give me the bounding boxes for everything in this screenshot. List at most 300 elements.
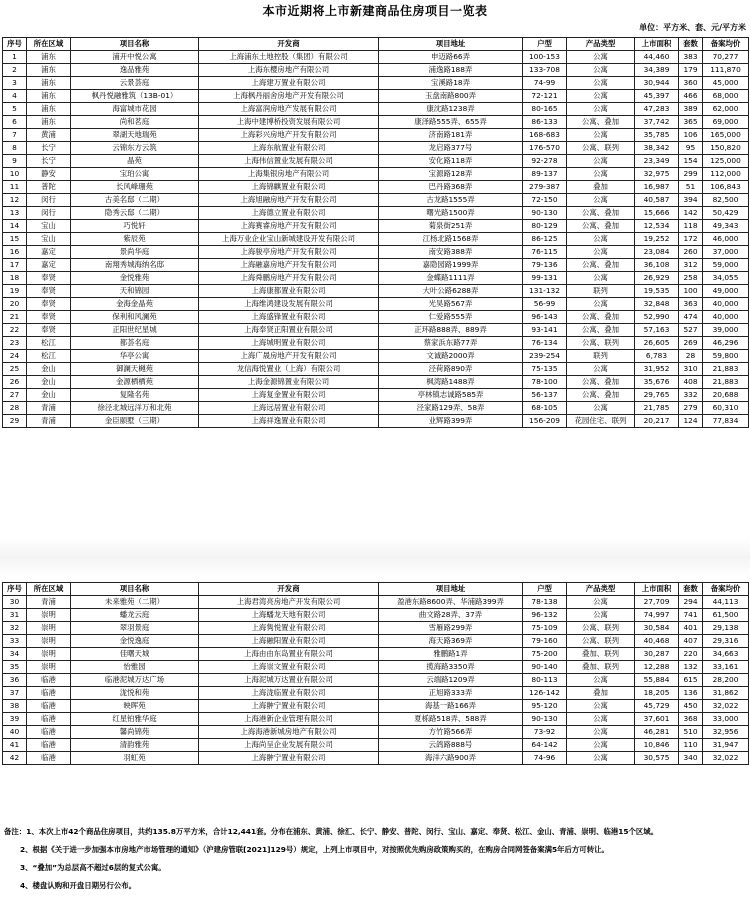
cell-units: 332 [679, 389, 703, 402]
page-gap [0, 538, 750, 576]
cell-unit-type: 93-141 [523, 324, 567, 337]
cell-area: 19,252 [635, 233, 679, 246]
cell-units: 154 [679, 155, 703, 168]
table-header-row [3, 583, 749, 596]
cell-district: 临港 [27, 739, 71, 752]
cell-district: 临港 [27, 674, 71, 687]
cell-address: 云鸽路888号 [379, 739, 523, 752]
cell-project-name: 尚和茗庭 [71, 116, 199, 129]
cell-units: 260 [679, 246, 703, 259]
cell-project-name: 清韵雅苑 [71, 739, 199, 752]
cell-avg-price: 37,000 [703, 246, 749, 259]
cell-developer: 上海融阳置业有限公司 [199, 635, 379, 648]
cell-project-name: 金源栖栖苑 [71, 376, 199, 389]
cell-seq: 32 [3, 622, 27, 635]
cell-product-type: 公寓、叠加 [567, 389, 635, 402]
table-row [3, 77, 749, 90]
cell-seq: 27 [3, 389, 27, 402]
table-row [3, 272, 749, 285]
cell-seq: 9 [3, 155, 27, 168]
cell-unit-type: 75-200 [523, 648, 567, 661]
remarks [4, 826, 746, 898]
cell-avg-price: 112,000 [703, 168, 749, 181]
cell-unit-type: 96-143 [523, 311, 567, 324]
cell-seq: 13 [3, 207, 27, 220]
cell-units: 389 [679, 103, 703, 116]
cell-seq: 41 [3, 739, 27, 752]
cell-address: 文诚路2000弄 [379, 350, 523, 363]
cell-district: 临港 [27, 752, 71, 765]
cell-product-type: 公寓 [567, 674, 635, 687]
cell-area: 32,848 [635, 298, 679, 311]
table-row [3, 376, 749, 389]
cell-address: 宝源路128弄 [379, 168, 523, 181]
cell-unit-type: 90-140 [523, 661, 567, 674]
table-row [3, 337, 749, 350]
header-district: 所在区域 [27, 38, 71, 51]
cell-developer: 上海德立置业有限公司 [199, 207, 379, 220]
cell-unit-type: 80-129 [523, 220, 567, 233]
cell-project-name: 临港泥城万达广场 [71, 674, 199, 687]
cell-project-name: 怡雅园 [71, 661, 199, 674]
cell-address: 宝溪路18弄 [379, 77, 523, 90]
cell-area: 35,785 [635, 129, 679, 142]
cell-product-type: 公寓 [567, 155, 635, 168]
remark-2: 2、根据《关于进一步加强本市房地产市场管理的通知》（沪建房管联[2021]129号）规定，上列上市项目中，对按照优先购房政策购买的，在购房合同网签备案满5年后方可转让。 [20, 845, 609, 854]
cell-seq: 19 [3, 285, 27, 298]
table-row [3, 635, 749, 648]
table-row [3, 752, 749, 765]
cell-project-name: 翠湖天地瑞苑 [71, 129, 199, 142]
cell-developer: 上海骏亭房地产开发有限公司 [199, 246, 379, 259]
cell-seq: 22 [3, 324, 27, 337]
cell-address: 枫湾路1488弄 [379, 376, 523, 389]
cell-seq: 8 [3, 142, 27, 155]
cell-address: 江杨北路1568弄 [379, 233, 523, 246]
cell-product-type: 公寓 [567, 363, 635, 376]
cell-seq: 1 [3, 51, 27, 64]
cell-area: 55,884 [635, 674, 679, 687]
cell-project-name: 紫辰苑 [71, 233, 199, 246]
cell-district: 奉贤 [27, 298, 71, 311]
remark-1: 备注：1、本次上市42个商品住房项目，共约135.8万平方米，合计12,441套。分布在浦东、黄浦、徐汇、长宁、静安、普陀、闵行、宝山、嘉定、奉贤、松江、金山、青浦、崇明、临港15个区域。 [4, 827, 659, 836]
cell-project-name: 隐秀云邸（二期） [71, 207, 199, 220]
cell-product-type: 公寓 [567, 298, 635, 311]
cell-product-type: 公寓 [567, 700, 635, 713]
cell-area: 6,783 [635, 350, 679, 363]
cell-area: 34,389 [635, 64, 679, 77]
cell-developer: 上海港新企业管理有限公司 [199, 713, 379, 726]
cell-product-type: 叠加 [567, 687, 635, 700]
cell-seq: 36 [3, 674, 27, 687]
cell-seq: 7 [3, 129, 27, 142]
cell-developer: 上海隽悦置业有限公司 [199, 622, 379, 635]
cell-unit-type: 279-387 [523, 181, 567, 194]
cell-district: 临港 [27, 700, 71, 713]
cell-district: 青浦 [27, 402, 71, 415]
cell-area: 29,765 [635, 389, 679, 402]
cell-units: 51 [679, 181, 703, 194]
cell-seq: 33 [3, 635, 27, 648]
table-row [3, 207, 749, 220]
cell-units: 142 [679, 207, 703, 220]
table-row [3, 142, 749, 155]
cell-address: 雅鹏路1弄 [379, 648, 523, 661]
cell-developer: 上海彩兴房地产开发有限公司 [199, 129, 379, 142]
cell-product-type: 公寓 [567, 726, 635, 739]
cell-district: 奉贤 [27, 285, 71, 298]
cell-units: 615 [679, 674, 703, 687]
cell-product-type: 公寓 [567, 233, 635, 246]
cell-units: 269 [679, 337, 703, 350]
cell-units: 368 [679, 713, 703, 726]
cell-seq: 3 [3, 77, 27, 90]
project-table-part-1 [2, 37, 749, 428]
cell-address: 海天路369弄 [379, 635, 523, 648]
cell-project-name: 宝珀公寓 [71, 168, 199, 181]
cell-unit-type: 76-115 [523, 246, 567, 259]
cell-district: 临港 [27, 687, 71, 700]
cell-address: 盈港东路8600弄、华浦路399弄 [379, 596, 523, 609]
table-row [3, 116, 749, 129]
cell-project-name: 南翔秀城海纳名邸 [71, 259, 199, 272]
table-row [3, 311, 749, 324]
cell-product-type: 公寓 [567, 246, 635, 259]
cell-seq: 25 [3, 363, 27, 376]
cell-district: 松江 [27, 350, 71, 363]
cell-product-type: 公寓 [567, 64, 635, 77]
cell-units: 124 [679, 415, 703, 428]
cell-area: 30,944 [635, 77, 679, 90]
cell-avg-price: 49,000 [703, 285, 749, 298]
cell-units: 220 [679, 648, 703, 661]
cell-area: 47,283 [635, 103, 679, 116]
cell-area: 27,709 [635, 596, 679, 609]
cell-product-type: 联列 [567, 285, 635, 298]
cell-unit-type: 96-132 [523, 609, 567, 622]
cell-product-type: 公寓、联列 [567, 142, 635, 155]
header-units: 套数 [679, 583, 703, 596]
cell-unit-type: 56-137 [523, 389, 567, 402]
cell-units: 401 [679, 622, 703, 635]
cell-product-type: 公寓 [567, 272, 635, 285]
table-row [3, 415, 749, 428]
cell-seq: 39 [3, 713, 27, 726]
cell-product-type: 公寓、叠加 [567, 207, 635, 220]
cell-unit-type: 80-165 [523, 103, 567, 116]
cell-area: 40,468 [635, 635, 679, 648]
cell-district: 金山 [27, 363, 71, 376]
cell-product-type: 联列 [567, 350, 635, 363]
cell-district: 嘉定 [27, 259, 71, 272]
cell-project-name: 浦开中悦公寓 [71, 51, 199, 64]
header-address: 项目地址 [379, 38, 523, 51]
cell-unit-type: 131-132 [523, 285, 567, 298]
cell-address: 菊泉街251弄 [379, 220, 523, 233]
cell-product-type: 公寓、叠加 [567, 259, 635, 272]
cell-product-type: 公寓、叠加 [567, 376, 635, 389]
cell-product-type: 公寓 [567, 90, 635, 103]
cell-district: 长宁 [27, 142, 71, 155]
cell-developer: 上海东樱房地产有限公司 [199, 64, 379, 77]
cell-project-name: 景尚华庭 [71, 246, 199, 259]
cell-unit-type: 100-153 [523, 51, 567, 64]
cell-unit-type: 72-150 [523, 194, 567, 207]
header-avg-price: 备案均价 [703, 583, 749, 596]
cell-product-type: 公寓 [567, 402, 635, 415]
cell-seq: 24 [3, 350, 27, 363]
cell-avg-price: 31,862 [703, 687, 749, 700]
cell-area: 23,084 [635, 246, 679, 259]
cell-district: 浦东 [27, 90, 71, 103]
cell-avg-price: 21,883 [703, 363, 749, 376]
cell-seq: 42 [3, 752, 27, 765]
cell-project-name: 都荟名庭 [71, 337, 199, 350]
cell-product-type: 公寓、叠加 [567, 116, 635, 129]
cell-avg-price: 59,000 [703, 259, 749, 272]
cell-address: 海基一路166弄 [379, 700, 523, 713]
cell-developer: 上海富润房地产发展有限公司 [199, 103, 379, 116]
cell-seq: 4 [3, 90, 27, 103]
cell-area: 74,997 [635, 609, 679, 622]
cell-avg-price: 34,663 [703, 648, 749, 661]
cell-developer: 上海祥逸置业有限公司 [199, 415, 379, 428]
cell-area: 37,601 [635, 713, 679, 726]
cell-developer: 上海君湾亮房地产开发有限公司 [199, 596, 379, 609]
cell-seq: 14 [3, 220, 27, 233]
cell-seq: 2 [3, 64, 27, 77]
cell-unit-type: 176-570 [523, 142, 567, 155]
cell-seq: 16 [3, 246, 27, 259]
header-unit-type: 户型 [523, 38, 567, 51]
cell-developer: 上海浦东土地控股（集团）有限公司 [199, 51, 379, 64]
cell-avg-price: 61,500 [703, 609, 749, 622]
cell-district: 长宁 [27, 155, 71, 168]
cell-area: 38,342 [635, 142, 679, 155]
cell-units: 408 [679, 376, 703, 389]
cell-units: 258 [679, 272, 703, 285]
cell-units: 110 [679, 739, 703, 752]
cell-district: 崇明 [27, 661, 71, 674]
cell-product-type: 公寓 [567, 609, 635, 622]
cell-developer: 上海中建博桥投资发展有限公司 [199, 116, 379, 129]
header-avg-price: 备案均价 [703, 38, 749, 51]
cell-seq: 37 [3, 687, 27, 700]
cell-address: 安化路118弄 [379, 155, 523, 168]
cell-project-name: 金悦逸庭 [71, 635, 199, 648]
cell-product-type: 公寓、叠加 [567, 324, 635, 337]
table-row [3, 363, 749, 376]
table-row [3, 622, 749, 635]
cell-seq: 18 [3, 272, 27, 285]
cell-avg-price: 32,956 [703, 726, 749, 739]
cell-unit-type: 86-133 [523, 116, 567, 129]
table-row [3, 687, 749, 700]
cell-developer: 上海维鸿建设发展有限公司 [199, 298, 379, 311]
cell-unit-type: 239-254 [523, 350, 567, 363]
cell-seq: 10 [3, 168, 27, 181]
cell-product-type: 花园住宅、联列 [567, 415, 635, 428]
cell-area: 46,281 [635, 726, 679, 739]
cell-unit-type: 99-131 [523, 272, 567, 285]
cell-developer: 上海舜鹏房地产开发有限公司 [199, 272, 379, 285]
cell-seq: 5 [3, 103, 27, 116]
table-row [3, 350, 749, 363]
cell-address: 大叶公路6288弄 [379, 285, 523, 298]
cell-units: 95 [679, 142, 703, 155]
cell-address: 申迈路66弄 [379, 51, 523, 64]
header-project-name: 项目名称 [71, 38, 199, 51]
cell-address: 正环路888弄、889弄 [379, 324, 523, 337]
cell-avg-price: 50,429 [703, 207, 749, 220]
cell-seq: 21 [3, 311, 27, 324]
table-row [3, 609, 749, 622]
cell-area: 36,108 [635, 259, 679, 272]
table-header-row [3, 38, 749, 51]
cell-avg-price: 111,870 [703, 64, 749, 77]
cell-project-name: 古美名邸（二期） [71, 194, 199, 207]
cell-unit-type: 126-142 [523, 687, 567, 700]
cell-units: 394 [679, 194, 703, 207]
table-row [3, 739, 749, 752]
cell-product-type: 公寓 [567, 739, 635, 752]
cell-seq: 31 [3, 609, 27, 622]
cell-area: 18,205 [635, 687, 679, 700]
header-area: 上市面积 [635, 583, 679, 596]
cell-developer: 上海崇文置业有限公司 [199, 661, 379, 674]
cell-district: 嘉定 [27, 246, 71, 259]
cell-district: 崇明 [27, 648, 71, 661]
cell-units: 28 [679, 350, 703, 363]
cell-address: 蔡家浜东路77弄 [379, 337, 523, 350]
cell-seq: 40 [3, 726, 27, 739]
cell-avg-price: 29,316 [703, 635, 749, 648]
cell-developer: 上海城明置业有限公司 [199, 337, 379, 350]
cell-address: 业辉路399弄 [379, 415, 523, 428]
cell-seq: 38 [3, 700, 27, 713]
cell-avg-price: 33,161 [703, 661, 749, 674]
cell-district: 金山 [27, 389, 71, 402]
table-row [3, 285, 749, 298]
cell-unit-type: 95-120 [523, 700, 567, 713]
table-row [3, 389, 749, 402]
cell-units: 100 [679, 285, 703, 298]
table-row [3, 259, 749, 272]
cell-developer: 上海盛锋置业有限公司 [199, 311, 379, 324]
cell-project-name: 海富城市花园 [71, 103, 199, 116]
cell-district: 静安 [27, 168, 71, 181]
cell-developer: 上海建万置业有限公司 [199, 77, 379, 90]
cell-district: 宝山 [27, 220, 71, 233]
cell-area: 35,676 [635, 376, 679, 389]
table-row [3, 596, 749, 609]
cell-units: 172 [679, 233, 703, 246]
cell-address: 方竹路566弄 [379, 726, 523, 739]
cell-area: 45,397 [635, 90, 679, 103]
cell-project-name: 天和锦园 [71, 285, 199, 298]
table-row [3, 129, 749, 142]
header-unit-type: 户型 [523, 583, 567, 596]
cell-avg-price: 31,947 [703, 739, 749, 752]
cell-units: 312 [679, 259, 703, 272]
cell-product-type: 叠加、联列 [567, 648, 635, 661]
cell-area: 23,349 [635, 155, 679, 168]
cell-seq: 17 [3, 259, 27, 272]
cell-district: 宝山 [27, 233, 71, 246]
cell-unit-type: 68-105 [523, 402, 567, 415]
cell-district: 奉贤 [27, 324, 71, 337]
table-row [3, 233, 749, 246]
cell-developer: 上海远居置业有限公司 [199, 402, 379, 415]
cell-units: 360 [679, 77, 703, 90]
cell-project-name: 正阳世纪星城 [71, 324, 199, 337]
cell-avg-price: 49,343 [703, 220, 749, 233]
cell-district: 崇明 [27, 635, 71, 648]
cell-unit-type: 90-130 [523, 207, 567, 220]
cell-project-name: 映晖苑 [71, 700, 199, 713]
cell-district: 松江 [27, 337, 71, 350]
cell-avg-price: 32,022 [703, 752, 749, 765]
cell-avg-price: 165,000 [703, 129, 749, 142]
cell-avg-price: 28,200 [703, 674, 749, 687]
table-row [3, 324, 749, 337]
cell-project-name: 金悦雅苑 [71, 272, 199, 285]
cell-avg-price: 62,000 [703, 103, 749, 116]
cell-avg-price: 21,883 [703, 376, 749, 389]
cell-address: 揽海路3350弄 [379, 661, 523, 674]
cell-developer: 上海翀宁置业有限公司 [199, 700, 379, 713]
cell-district: 浦东 [27, 103, 71, 116]
cell-seq: 11 [3, 181, 27, 194]
cell-area: 52,990 [635, 311, 679, 324]
cell-project-name: 巧悦轩 [71, 220, 199, 233]
cell-developer: 上海奉贤正阳置业有限公司 [199, 324, 379, 337]
cell-project-name: 华亭公寓 [71, 350, 199, 363]
table-row [3, 648, 749, 661]
cell-developer: 上海由由东岛置业有限公司 [199, 648, 379, 661]
cell-project-name: 复隆名苑 [71, 389, 199, 402]
cell-address: 云端路1209弄 [379, 674, 523, 687]
cell-seq: 35 [3, 661, 27, 674]
cell-avg-price: 125,000 [703, 155, 749, 168]
cell-district: 奉贤 [27, 311, 71, 324]
cell-project-name: 晶苑 [71, 155, 199, 168]
cell-seq: 29 [3, 415, 27, 428]
header-address: 项目地址 [379, 583, 523, 596]
cell-address: 泾家路129弄、58弄 [379, 402, 523, 415]
cell-developer: 上海锦麒置业有限公司 [199, 181, 379, 194]
cell-developer: 上海康都置业有限公司 [199, 285, 379, 298]
cell-address: 康泽路555弄、655弄 [379, 116, 523, 129]
table-row [3, 194, 749, 207]
cell-address: 济南路181弄 [379, 129, 523, 142]
cell-units: 527 [679, 324, 703, 337]
cell-units: 279 [679, 402, 703, 415]
header-units: 套数 [679, 38, 703, 51]
cell-area: 16,987 [635, 181, 679, 194]
cell-avg-price: 40,000 [703, 311, 749, 324]
cell-area: 40,587 [635, 194, 679, 207]
cell-district: 普陀 [27, 181, 71, 194]
cell-district: 闵行 [27, 194, 71, 207]
cell-area: 30,287 [635, 648, 679, 661]
cell-units: 106 [679, 129, 703, 142]
header-product-type: 产品类型 [567, 583, 635, 596]
table-row [3, 103, 749, 116]
cell-avg-price: 20,688 [703, 389, 749, 402]
cell-district: 临港 [27, 713, 71, 726]
cell-unit-type: 86-125 [523, 233, 567, 246]
